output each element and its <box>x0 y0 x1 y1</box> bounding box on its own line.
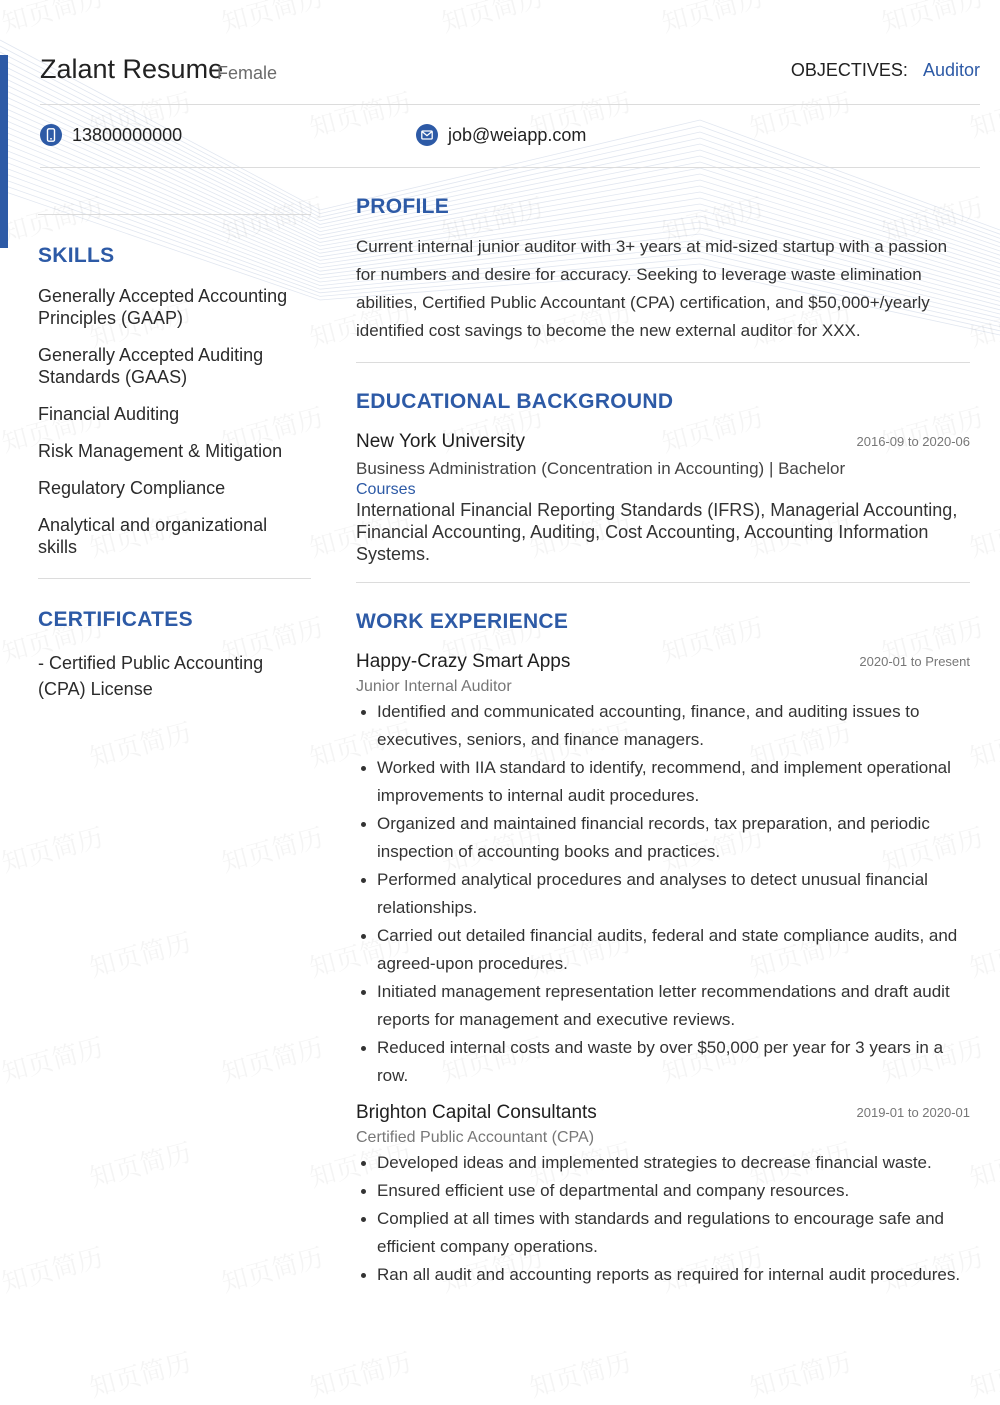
education-dates: 2016-09 to 2020-06 <box>856 434 970 449</box>
profile-text: Current internal junior auditor with 3+ years at mid-sized startup with a passion for numbers and desire for accuracy. Seeking to leverage waste elimination abilities, Certified Public Accountant (CPA) certification, and $50,000+/yearly identified cost savings to become the new external auditor for XXX. <box>356 237 948 340</box>
watermark <box>217 1027 327 1090</box>
watermark <box>965 922 1000 985</box>
school-name: New York University <box>356 431 525 452</box>
watermark <box>0 0 107 40</box>
watermark <box>85 712 195 775</box>
courses-text: International Financial Reporting Standards (IFRS), Managerial Accounting, Financial Accounting, Auditing, Cost Accounting, Accounting Information Systems. <box>356 500 958 564</box>
job-bullet: Identified and communicated accounting, finance, and auditing issues to executives, seniors, and finance managers. <box>356 698 970 754</box>
envelope-icon <box>416 124 438 146</box>
education-header <box>356 431 970 457</box>
watermark <box>217 817 327 880</box>
education-entry <box>356 431 970 565</box>
objectives-value: Auditor <box>922 60 980 80</box>
job-bullet: Initiated management representation letter recommendations and draft audit reports for management and executive reviews. <box>356 978 970 1034</box>
courses-label: Courses <box>356 481 416 498</box>
candidate-gender: Female <box>217 63 278 83</box>
watermark <box>965 292 1000 355</box>
watermark <box>965 712 1000 775</box>
phone-icon <box>40 124 62 146</box>
work-title: WORK EXPERIENCE <box>356 610 569 633</box>
watermark <box>0 1027 107 1090</box>
divider <box>38 578 311 579</box>
watermark <box>85 922 195 985</box>
watermark <box>877 0 987 40</box>
objectives <box>791 60 980 81</box>
job-bullet: Ran all audit and accounting reports as required for internal audit procedures. <box>356 1261 970 1289</box>
contact-row <box>40 105 980 168</box>
watermark <box>525 1342 635 1405</box>
certificates-title: CERTIFICATES <box>38 608 193 631</box>
certificates-list <box>38 650 311 702</box>
company-name: Happy-Crazy Smart Apps <box>356 651 571 672</box>
job-dates: 2020-01 to Present <box>859 654 970 669</box>
skills-list <box>38 285 311 558</box>
divider <box>356 582 970 583</box>
job-header <box>356 651 970 677</box>
watermark <box>0 817 107 880</box>
watermark <box>217 1237 327 1300</box>
skill-item: Regulatory Compliance <box>38 478 226 498</box>
watermark <box>965 502 1000 565</box>
skill-item: Generally Accepted Accounting Principles (GAAP) <box>38 286 288 328</box>
skill-item: Generally Accepted Auditing Standards (GAAS) <box>38 345 264 387</box>
job-bullet: Organized and maintained financial records, tax preparation, and periodic inspection of accounting books and practices. <box>356 810 970 866</box>
watermark <box>305 1342 415 1405</box>
job-bullets <box>356 1149 970 1289</box>
job-role: Junior Internal Auditor <box>356 678 512 695</box>
job-bullet: Developed ideas and implemented strategies to decrease financial waste. <box>356 1149 970 1177</box>
certificate-item: - Certified Public Accounting (CPA) License <box>38 653 264 699</box>
watermark <box>85 1342 195 1405</box>
accent-bar <box>0 55 8 248</box>
job-entry <box>356 651 970 1090</box>
job-header <box>356 1102 970 1128</box>
objectives-label: OBJECTIVES: <box>790 60 908 80</box>
job-entry <box>356 1102 970 1289</box>
job-bullet: Carried out detailed financial audits, federal and state compliance audits, and agreed-upon procedures. <box>356 922 970 978</box>
company-name: Brighton Capital Consultants <box>356 1102 597 1123</box>
candidate-name: Zalant Resume <box>40 54 224 84</box>
education-title: EDUCATIONAL BACKGROUND <box>356 390 674 413</box>
profile-title: PROFILE <box>356 195 450 218</box>
divider <box>38 214 311 215</box>
email-address: job@weiapp.com <box>448 124 587 145</box>
watermark <box>217 0 327 40</box>
watermark <box>85 1132 195 1195</box>
contact-email <box>416 124 586 146</box>
watermark <box>657 0 767 40</box>
divider <box>356 362 970 363</box>
job-bullet: Worked with IIA standard to identify, recommend, and implement operational improvements to internal audit procedures. <box>356 754 970 810</box>
resume-header <box>40 52 980 105</box>
job-bullet: Reduced internal costs and waste by over $50,000 per year for 3 years in a row. <box>356 1034 970 1090</box>
contact-phone <box>40 124 182 146</box>
watermark <box>965 1132 1000 1195</box>
phone-number: 13800000000 <box>72 124 183 145</box>
sidebar <box>38 214 311 702</box>
degree: Business Administration (Concentration in Accounting) | Bachelor <box>356 459 846 478</box>
watermark <box>0 1237 107 1300</box>
watermark <box>437 0 547 40</box>
skill-item: Risk Management & Mitigation <box>38 441 283 461</box>
skill-item: Financial Auditing <box>38 404 180 424</box>
job-bullet: Performed analytical procedures and analyses to detect unusual financial relationships. <box>356 866 970 922</box>
main-content <box>356 195 970 1289</box>
job-bullet: Ensured efficient use of departmental and company resources. <box>356 1177 970 1205</box>
job-role: Certified Public Accountant (CPA) <box>356 1129 595 1146</box>
job-dates: 2019-01 to 2020-01 <box>856 1105 970 1120</box>
job-bullet: Complied at all times with standards and regulations to encourage safe and efficient company operations. <box>356 1205 970 1261</box>
job-bullets <box>356 698 970 1090</box>
watermark <box>745 1342 855 1405</box>
skills-title: SKILLS <box>38 244 115 267</box>
skill-item: Analytical and organizational skills <box>38 515 268 557</box>
watermark <box>965 1342 1000 1405</box>
